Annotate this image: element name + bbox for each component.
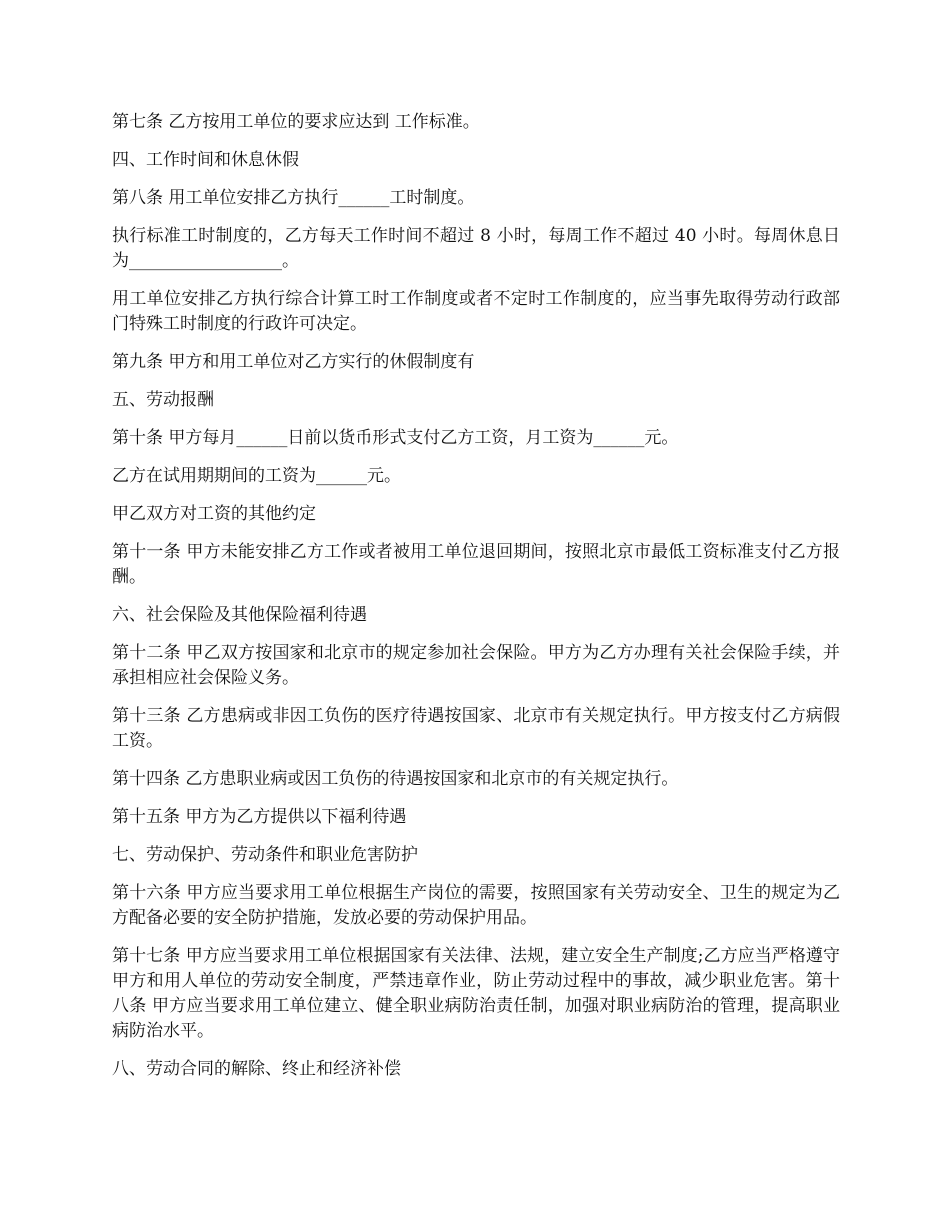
article-16: 第十六条 甲方应当要求用工单位根据生产岗位的需要，按照国家有关劳动安全、卫生的规定为乙方配备必要的安全防护措施，发放必要的劳动保护用品。 <box>112 883 840 928</box>
article-11: 第十一条 甲方未能安排乙方工作或者被用工单位退回期间，按照北京市最低工资标准支付乙方报酬。 <box>112 542 840 587</box>
section-6-heading: 六、社会保险及其他保险福利待遇 <box>112 605 367 625</box>
document-body <box>112 110 840 1095</box>
article-12: 第十二条 甲乙双方按国家和北京市的规定参加社会保险。甲方为乙方办理有关社会保险手续，并承担相应社会保险义务。 <box>112 643 840 688</box>
section-5-heading: 五、劳动报酬 <box>112 390 214 410</box>
section-7-heading: 七、劳动保护、劳动条件和职业危害防护 <box>112 845 418 865</box>
article-8: 第八条 用工单位安排乙方执行______工时制度。 <box>112 188 475 208</box>
section-4-heading: 四、工作时间和休息休假 <box>112 150 299 170</box>
standard-hours-paragraph: 执行标准工时制度的，乙方每天工作时间不超过 8 小时，每周工作不超过 40 小时。每周休息日为__________________。 <box>112 226 840 271</box>
article-9: 第九条 甲方和用工单位对乙方实行的休假制度有 <box>112 352 475 372</box>
probation-salary-paragraph: 乙方在试用期期间的工资为______元。 <box>112 466 401 486</box>
special-hours-paragraph: 用工单位安排乙方执行综合计算工时工作制度或者不定时工作制度的，应当事先取得劳动行政部门特殊工时制度的行政许可决定。 <box>112 289 840 334</box>
article-15: 第十五条 甲方为乙方提供以下福利待遇 <box>112 807 407 827</box>
section-8-heading: 八、劳动合同的解除、终止和经济补偿 <box>112 1059 401 1079</box>
other-salary-agreement: 甲乙双方对工资的其他约定 <box>112 504 316 524</box>
article-13: 第十三条 乙方患病或非因工负伤的医疗待遇按国家、北京市有关规定执行。甲方按支付乙方病假工资。 <box>112 706 840 751</box>
article-10: 第十条 甲方每月______日前以货币形式支付乙方工资，月工资为______元。 <box>112 428 679 448</box>
article-17-18: 第十七条 甲方应当要求用工单位根据国家有关法律、法规，建立安全生产制度;乙方应当严格遵守甲方和用人单位的劳动安全制度，严禁违章作业，防止劳动过程中的事故，减少职业危害。第十八条 甲方应当要求用工单位建立、健全职业病防治责任制，加强对职业病防治的管理，提高职业病防治水平。 <box>112 946 840 1041</box>
article-7: 第七条 乙方按用工单位的要求应达到 工作标准。 <box>112 112 480 132</box>
article-14: 第十四条 乙方患职业病或因工负伤的待遇按国家和北京市的有关规定执行。 <box>112 769 679 789</box>
